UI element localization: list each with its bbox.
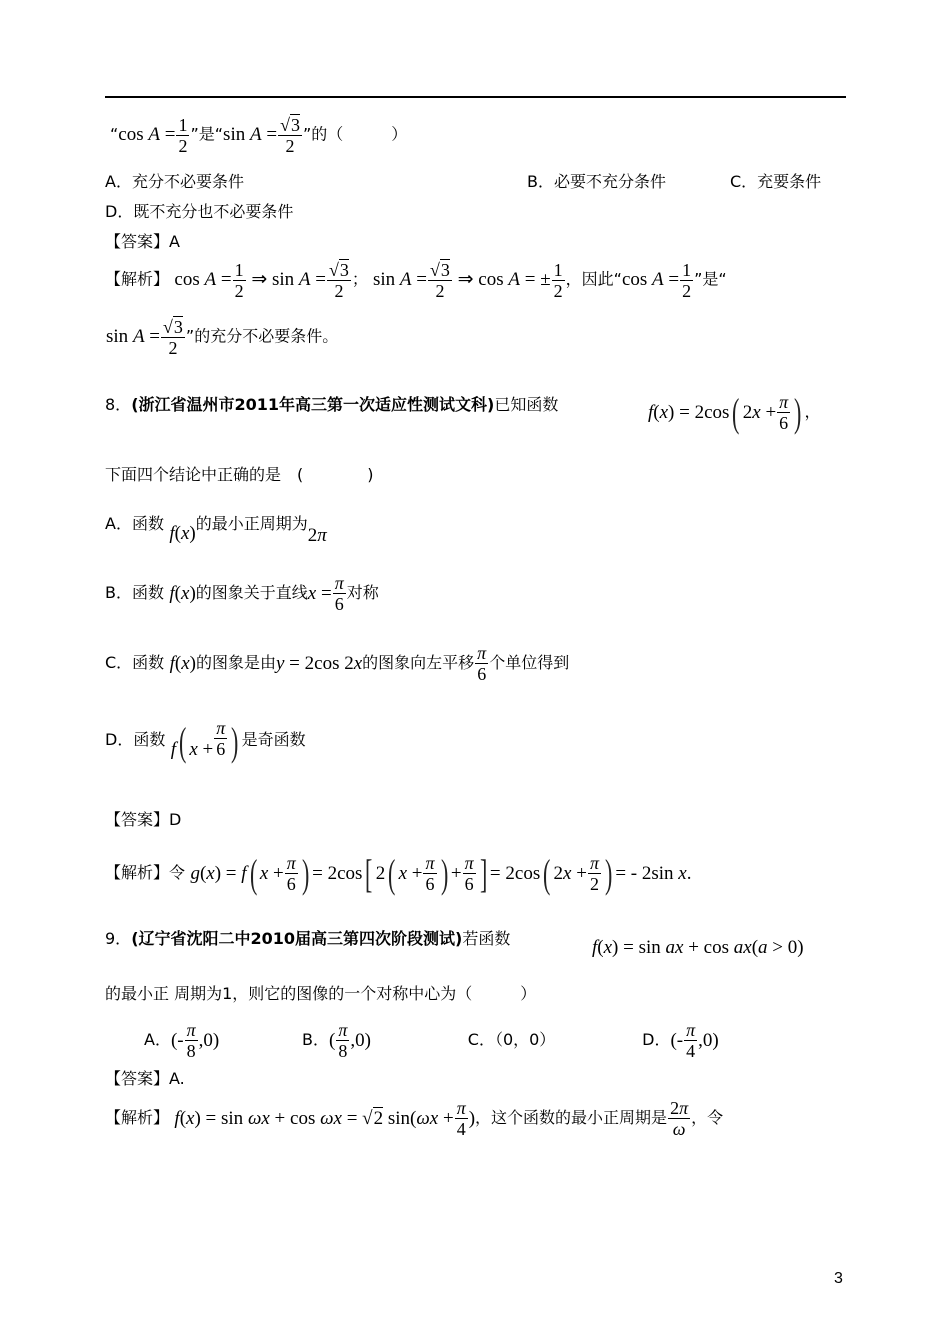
q8-stem-line2: 下面四个结论中正确的是 ( ) (105, 465, 374, 484)
q8-stem-text: 已知函数 (494, 395, 559, 414)
q9-analysis: 【解析】 f(x) = sin ωx + cos ωx = √2 sin(ωx + $\frac{\pi}{4}$ )，这个函数的最小正周期是 $\frac{2\pi}{\omega}$ ，令 (105, 1098, 724, 1139)
q9-option-b: B． (302, 1030, 330, 1049)
answer-value: A (169, 232, 180, 251)
q9-option-c: C．（0，0） (467, 1030, 556, 1049)
answer-value: A. (169, 1069, 185, 1088)
q8-number: 8． (105, 395, 132, 414)
q8-option-a: A．函数 f(x)的最小正周期为2π (105, 514, 327, 546)
answer-label: 【答案】 (105, 232, 170, 251)
q8-analysis: 【解析】令 g(x) = f( x + $\frac{\pi}{6}$ ) = 2cos[ 2( x + $\frac{\pi}{6}$ ) + $\frac{\pi}{6}$ ] = 2cos( 2x + $\frac{\pi}{2}$ ) = - 2sin x. (105, 850, 692, 896)
q7-stem-text: ”的（ ） (302, 124, 408, 144)
analysis-label: 【解析】 (105, 1108, 170, 1127)
q8-source: (浙江省温州市2011年高三第一次适应性测试文科) (131, 395, 495, 414)
q8-answer (105, 809, 181, 831)
q9-stem-line2: 的最小正 周期为1，则它的图像的一个对称中心为（ ） (105, 984, 537, 1003)
q7-option-c: C．充要条件 (730, 172, 822, 191)
q8-function-def: f(x) = 2cos( 2x + $\frac{\pi}{6}$ ) ， (648, 389, 821, 435)
q7-stem: “cos A = $\frac{1}{2}$ ”是“sin A = $\frac{√3}{2}$ ”的（ ） (110, 114, 408, 156)
q9-function-def: f(x) = sin ax + cos ax(a > 0) (592, 936, 804, 958)
q7-option-d: D．既不充分也不必要条件 (105, 202, 294, 221)
q8-option-c: C．函数 f(x)的图象是由y = 2cos 2x的图象向左平移 $\frac{\pi}{6}$ 个单位得到 (105, 643, 570, 684)
q9-options: A．(- $\frac{\pi}{8}$ ,0) B．( $\frac{\pi}{8}$ ,0) C．（0，0） D．(- $\frac{\pi}{4}$ ,0) (144, 1020, 719, 1061)
q7-answer (105, 231, 180, 253)
answer-label: 【答案】 (105, 1069, 170, 1088)
q8-stem (105, 394, 558, 416)
q7-analysis-conclusion: ”的充分不必要条件。 (185, 326, 339, 346)
q9-option-a: A． (144, 1030, 171, 1049)
q7-analysis-line1: 【解析】 cos A = $\frac{1}{2}$ ⇒ sin A = $\frac{√3}{2}$ ； sin A = $\frac{√3}{2}$ ⇒ cos A = ± $\frac{1}{2}$ ，因此“cos A = $\frac{1}{2}$ ”是“ (105, 259, 727, 301)
q8-option-b: B．函数 f(x)的图象关于直线x = $\frac{\pi}{6}$ 对称 (105, 573, 379, 614)
q7-option-a: A．充分不必要条件 (105, 172, 244, 191)
q9-stem (105, 928, 510, 950)
q9-answer (105, 1068, 185, 1090)
answer-label: 【答案】 (105, 810, 170, 829)
analysis-label: 【解析】 (105, 269, 170, 289)
answer-value: D (169, 810, 182, 829)
q9-option-d: D． (642, 1030, 671, 1049)
q9-source: (辽宁省沈阳二中2010届高三第四次阶段测试) (131, 929, 463, 948)
q8-option-d: D．函数 f( x + $\frac{\pi}{6}$ ) 是奇函数 (105, 718, 306, 764)
header-rule (105, 96, 846, 98)
q9-stem-text: 若函数 (462, 929, 511, 948)
analysis-label: 【解析】 (105, 863, 170, 882)
q9-number: 9． (105, 929, 132, 948)
q7-option-b: B．必要不充分条件 (527, 172, 666, 191)
q7-analysis-line2: sin A = $\frac{√3}{2}$ ”的充分不必要条件。 (106, 317, 339, 358)
page-number: 3 (834, 1270, 843, 1287)
